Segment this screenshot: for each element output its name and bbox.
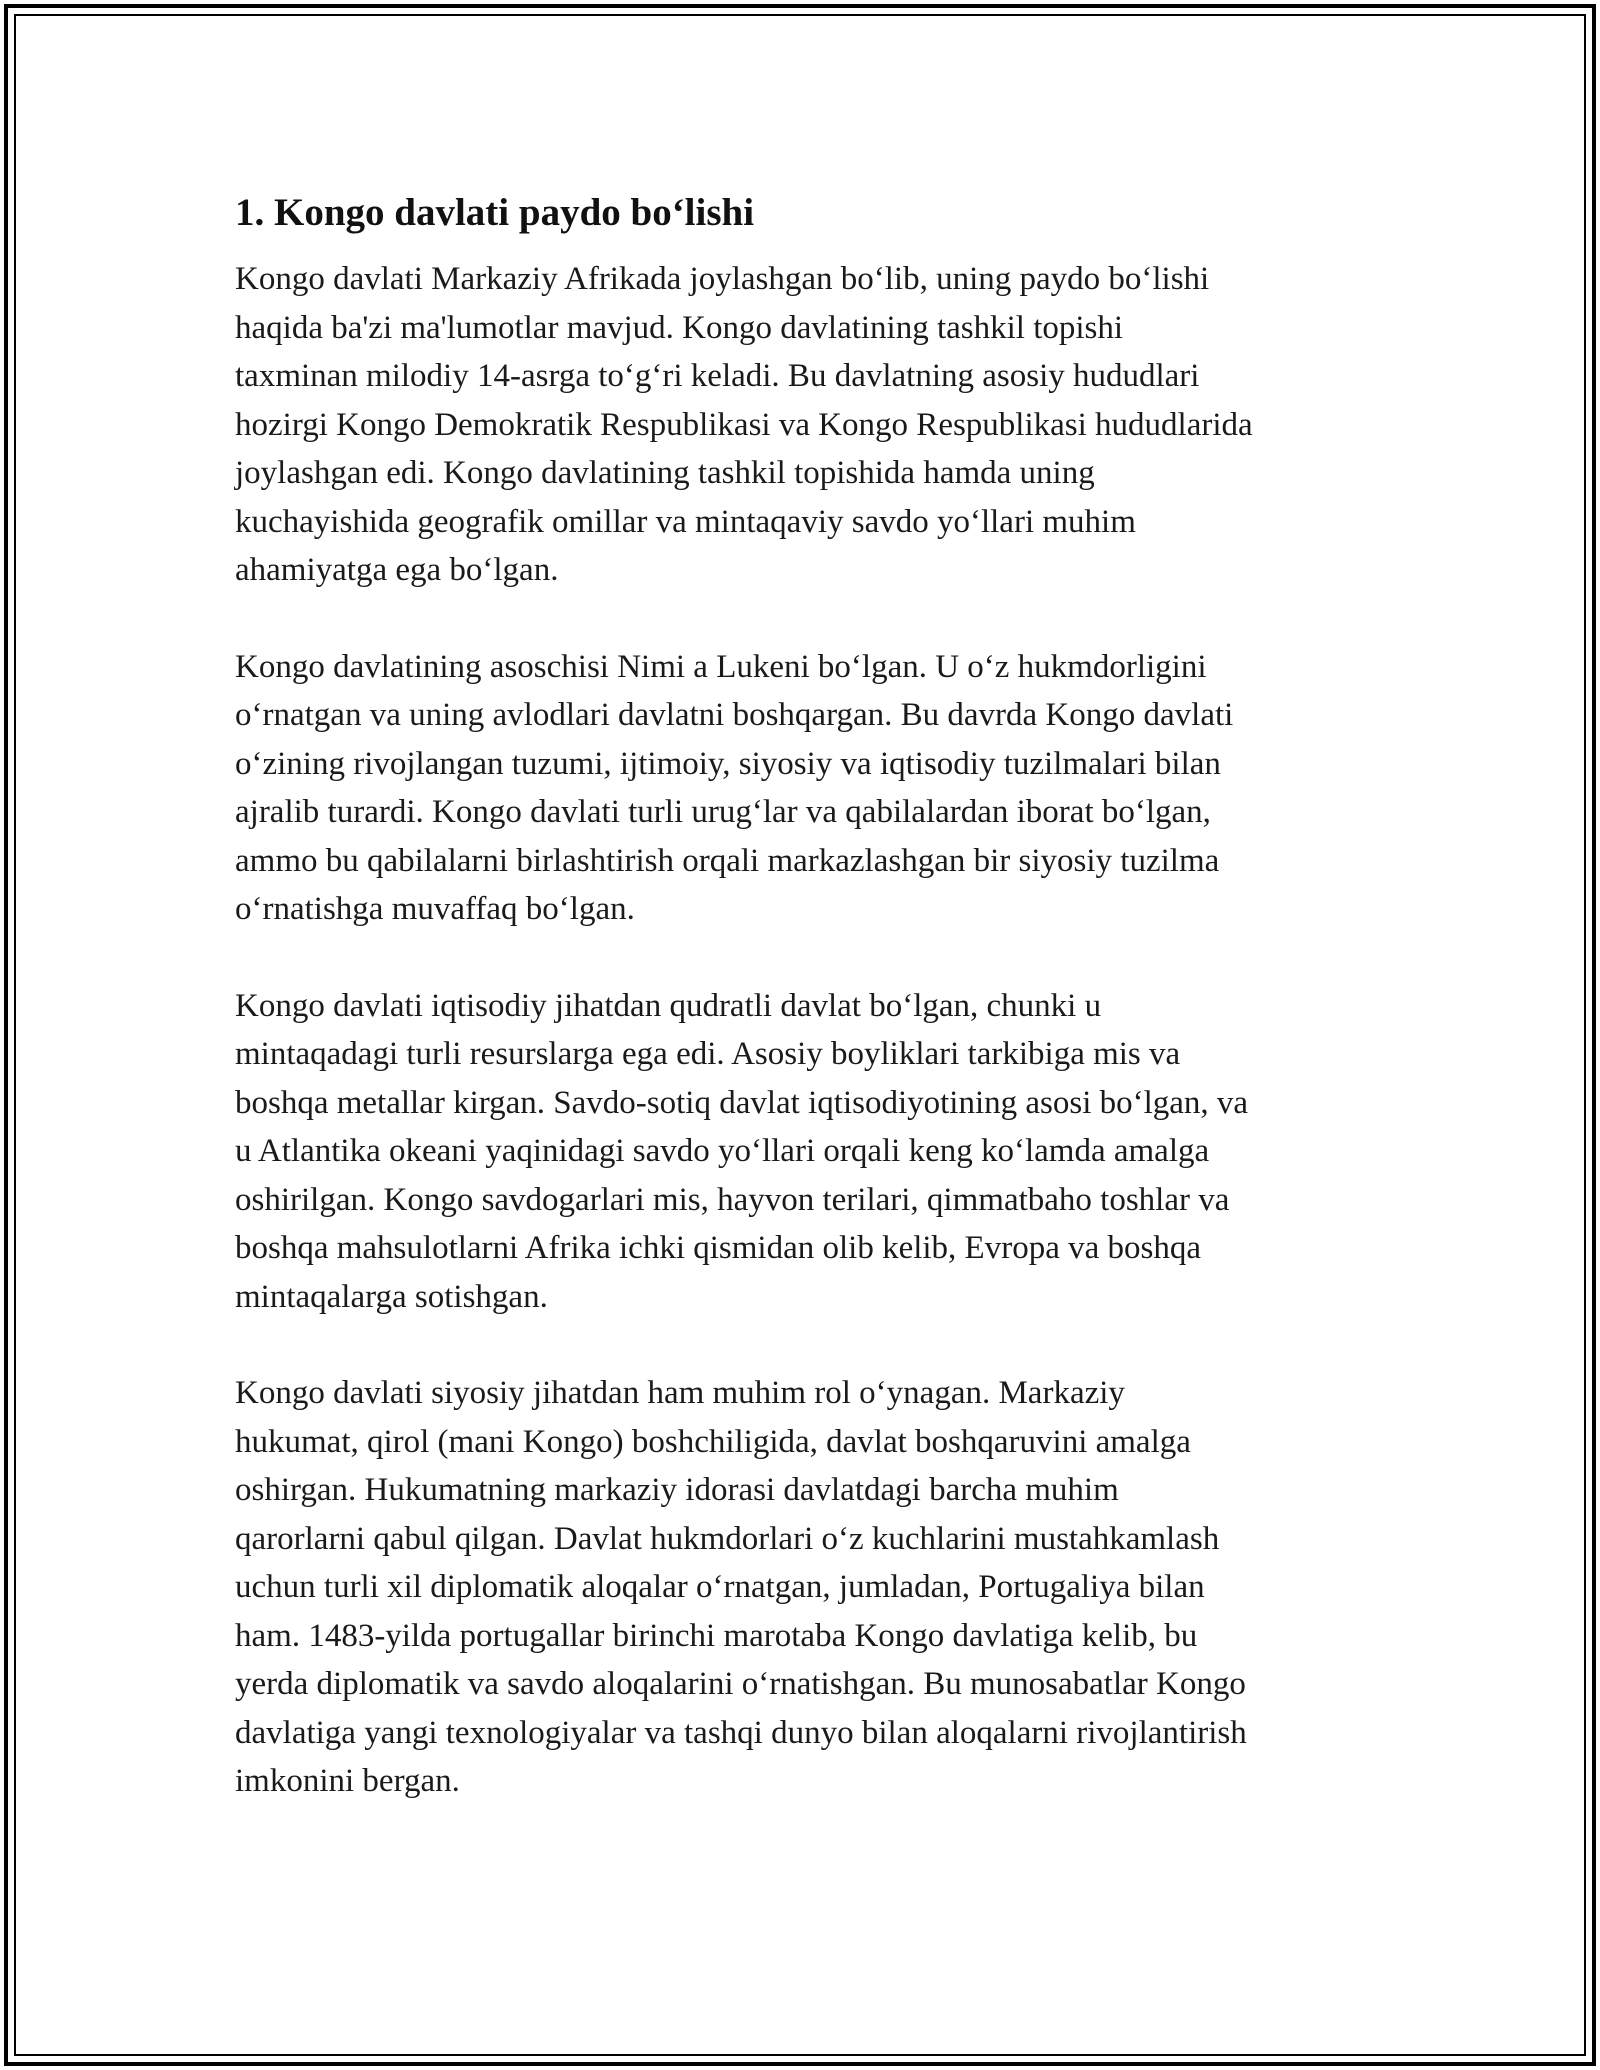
paragraph-economy: Kongo davlati iqtisodiy jihatdan qudratli davlat bo‘lgan, chunki u mintaqadagi turli resurslarga ega edi. Asosiy boyliklari tarkibiga mis va boshqa metallar kirgan. Savdo-sotiq davlat iqtisodiyotining asosi bo‘lgan, va u Atlantika okeani yaqinidagi savdo yo‘llari orqali keng ko‘lamda amalga oshirilgan. Kongo savdogarlari mis, hayvon terilari, qimmatbaho toshlar va boshqa mahsulotlarni Afrika ichki qismidan olib kelib, Evropa va boshqa mintaqalarga sotishgan.	[235, 987, 1249, 1315]
document-body	[235, 185, 1375, 1854]
paragraph-founder: Kongo davlatining asoschisi Nimi a Lukeni bo‘lgan. U o‘z hukmdorligini o‘rnatgan va uning avlodlari davlatni boshqargan. Bu davrda Kongo davlati o‘zining rivojlangan tuzumi, ijtimoiy, siyosiy va iqtisodiy tuzilmalari bilan ajralib turardi. Kongo davlati turli urug‘lar va qabilalardan iborat bo‘lgan, ammo bu qabilalarni birlashtirish orqali markazlashgan bir siyosiy tuzilma o‘rnatishga muvaffaq bo‘lgan.	[235, 648, 1234, 927]
paragraph-politics: Kongo davlati siyosiy jihatdan ham muhim rol o‘ynagan. Markaziy hukumat, qirol (mani Kongo) boshchiligida, davlat boshqaruvini amalga oshirgan. Hukumatning markaziy idorasi davlatdagi barcha muhim qarorlarni qabul qilgan. Davlat hukmdorlari o‘z kuchlarini mustahkamlash uchun turli xil diplomatik aloqalar o‘rnatgan, jumladan, Portugaliya bilan ham. 1483-yilda portugallar birinchi marotaba Kongo davlatiga kelib, bu yerda diplomatik va savdo aloqalarini o‘rnatishgan. Bu munosabatlar Kongo davlatiga yangi texnologiyalar va tashqi dunyo bilan aloqalarni rivojlantirish imkonini bergan.	[235, 1375, 1247, 1799]
paragraph-origin: Kongo davlati Markaziy Afrikada joylashgan bo‘lib, uning paydo bo‘lishi haqida ba'zi ma'lumotlar mavjud. Kongo davlatining tashkil topishi taxminan milodiy 14-asrga to‘g‘ri keladi. Bu davlatning asosiy hududlari hozirgi Kongo Demokratik Respublikasi va Kongo Respublikasi hududlarida joylashgan edi. Kongo davlatining tashkil topishida hamda uning kuchayishida geografik omillar va mintaqaviy savdo yo‘llari muhim ahamiyatga ega bo‘lgan.	[235, 261, 1253, 588]
section-heading: 1. Kongo davlati paydo bo‘lishi	[235, 191, 755, 234]
